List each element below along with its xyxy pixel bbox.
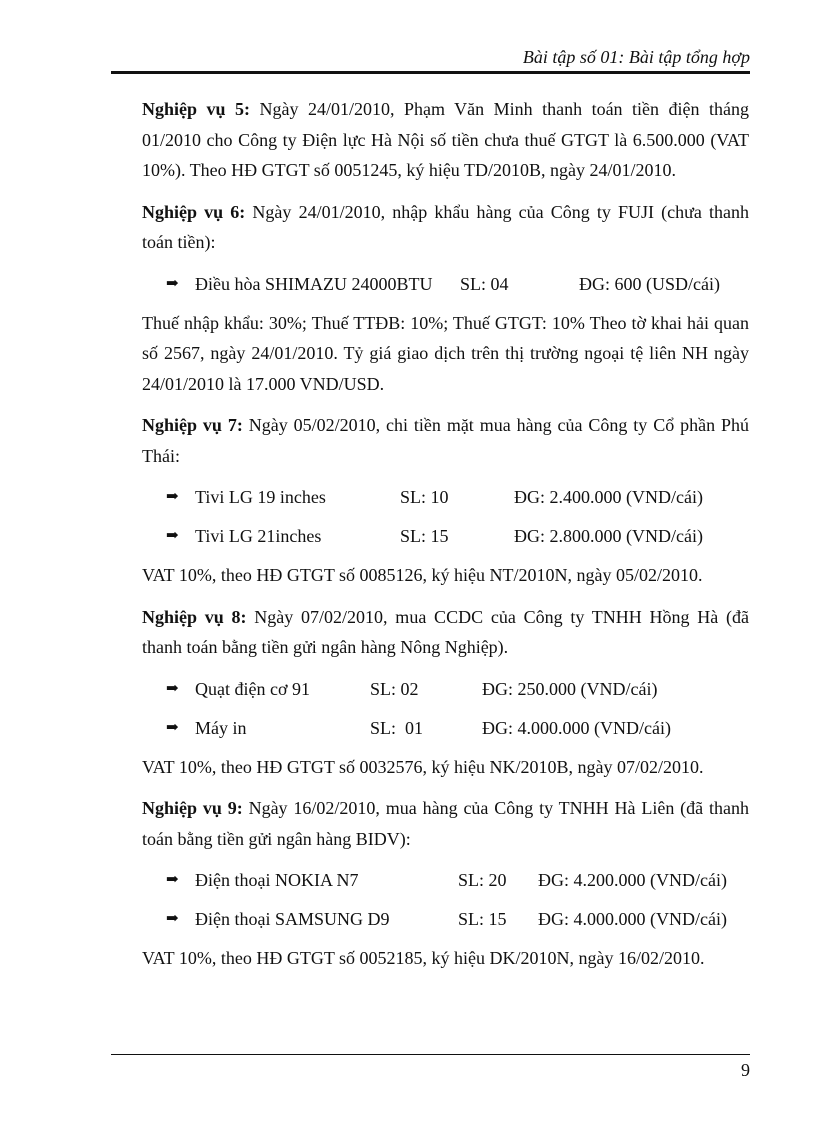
section-5-body: Ngày 24/01/2010, Phạm Văn Minh thanh toán tiền điện tháng 01/2010 cho Công ty Điện lực Hà Nội số tiền chưa thuế GTGT là 6.500.000 (VAT 10%). Theo HĐ GTGT số 0051245, ký hiệu TD/2010B, ngày 24/01/2010. [142, 99, 749, 180]
item-name: Điều hòa SHIMAZU 24000BTU [195, 273, 433, 294]
item-unit-price: ĐG: 600 (USD/cái) [579, 273, 720, 294]
section-6-body: Ngày 24/01/2010, nhập khẩu hàng của Công ty FUJI (chưa thanh toán tiền): [142, 201, 750, 252]
section-7-paragraph [142, 410, 749, 471]
item-name: Máy in [195, 717, 247, 738]
document-body [142, 94, 749, 985]
section-8-body: Ngày 07/02/2010, mua CCDC của Công ty TNHH Hồng Hà (đã thanh toán bằng tiền gửi ngân hàng Nông Nghiệp). [142, 606, 750, 657]
page-number: 9 [741, 1060, 750, 1080]
list-item [142, 674, 749, 704]
item-name: Tivi LG 19 inches [195, 487, 326, 507]
arrow-bullet-icon: ➡ [166, 719, 179, 736]
section-9-note: VAT 10%, theo HĐ GTGT số 0052185, ký hiệu DK/2010N, ngày 16/02/2010. [142, 948, 705, 968]
item-quantity: SL: 15 [400, 526, 449, 546]
arrow-bullet-icon: ➡ [166, 872, 179, 888]
section-5-lead: Nghiệp vụ 5: [142, 99, 250, 119]
arrow-bullet-icon: ➡ [166, 680, 179, 697]
item-quantity: SL: 04 [460, 273, 509, 294]
list-item [142, 904, 749, 934]
list-item [142, 865, 749, 895]
arrow-bullet-icon: ➡ [166, 275, 179, 292]
list-item [142, 269, 749, 299]
item-quantity: SL: 15 [458, 909, 507, 929]
running-header: Bài tập số 01: Bài tập tổng hợp [522, 47, 750, 67]
item-unit-price: ĐG: 2.400.000 (VND/cái) [514, 487, 703, 507]
item-unit-price: ĐG: 4.200.000 (VND/cái) [538, 870, 727, 890]
item-name: Điện thoại SAMSUNG D9 [195, 909, 390, 929]
section-9-body: Ngày 16/02/2010, mua hàng của Công ty TNHH Hà Liên (đã thanh toán bằng tiền gửi ngân hàng BIDV): [142, 798, 749, 849]
item-unit-price: ĐG: 4.000.000 (VND/cái) [482, 717, 671, 738]
section-7-note: VAT 10%, theo HĐ GTGT số 0085126, ký hiệu NT/2010N, ngày 05/02/2010. [142, 565, 703, 585]
item-name: Tivi LG 21inches [195, 526, 322, 546]
section-6-paragraph [142, 197, 749, 258]
item-name: Điện thoại NOKIA N7 [195, 870, 359, 890]
section-7-body: Ngày 05/02/2010, chi tiền mặt mua hàng của Công ty Cổ phần Phú Thái: [142, 415, 750, 466]
item-unit-price: ĐG: 4.000.000 (VND/cái) [538, 909, 727, 929]
footer-divider [111, 1054, 750, 1055]
item-name: Quạt điện cơ 91 [195, 678, 310, 699]
list-item [142, 521, 749, 551]
section-7-lead: Nghiệp vụ 7: [142, 415, 243, 435]
arrow-bullet-icon: ➡ [166, 489, 179, 505]
section-8-lead: Nghiệp vụ 8: [142, 606, 247, 627]
section-6-lead: Nghiệp vụ 6: [142, 201, 246, 222]
section-5-paragraph [142, 94, 749, 186]
arrow-bullet-icon: ➡ [166, 528, 179, 544]
section-8-note: VAT 10%, theo HĐ GTGT số 0032576, ký hiệu NK/2010B, ngày 07/02/2010. [142, 756, 704, 777]
section-9-lead: Nghiệp vụ 9: [142, 798, 243, 818]
section-6-note: Thuế nhập khẩu: 30%; Thuế TTĐB: 10%; Thuế GTGT: 10% Theo tờ khai hải quan số 2567, ngày 24/01/2010. Tỷ giá giao dịch trên thị trường ngoại tệ liên NH ngày 24/01/2010 là 17.000 VND/USD. [142, 312, 749, 394]
item-quantity: SL: 02 [370, 678, 419, 699]
item-unit-price: ĐG: 250.000 (VND/cái) [482, 678, 658, 699]
item-quantity: SL: 20 [458, 870, 507, 890]
list-item [142, 482, 749, 512]
item-quantity: SL: 10 [400, 487, 449, 507]
list-item [142, 713, 749, 743]
header-divider [111, 71, 750, 74]
item-quantity: SL: 01 [370, 717, 424, 738]
item-unit-price: ĐG: 2.800.000 (VND/cái) [514, 526, 703, 546]
section-9-paragraph [142, 793, 749, 854]
arrow-bullet-icon: ➡ [166, 911, 179, 927]
section-8-paragraph [142, 602, 749, 663]
